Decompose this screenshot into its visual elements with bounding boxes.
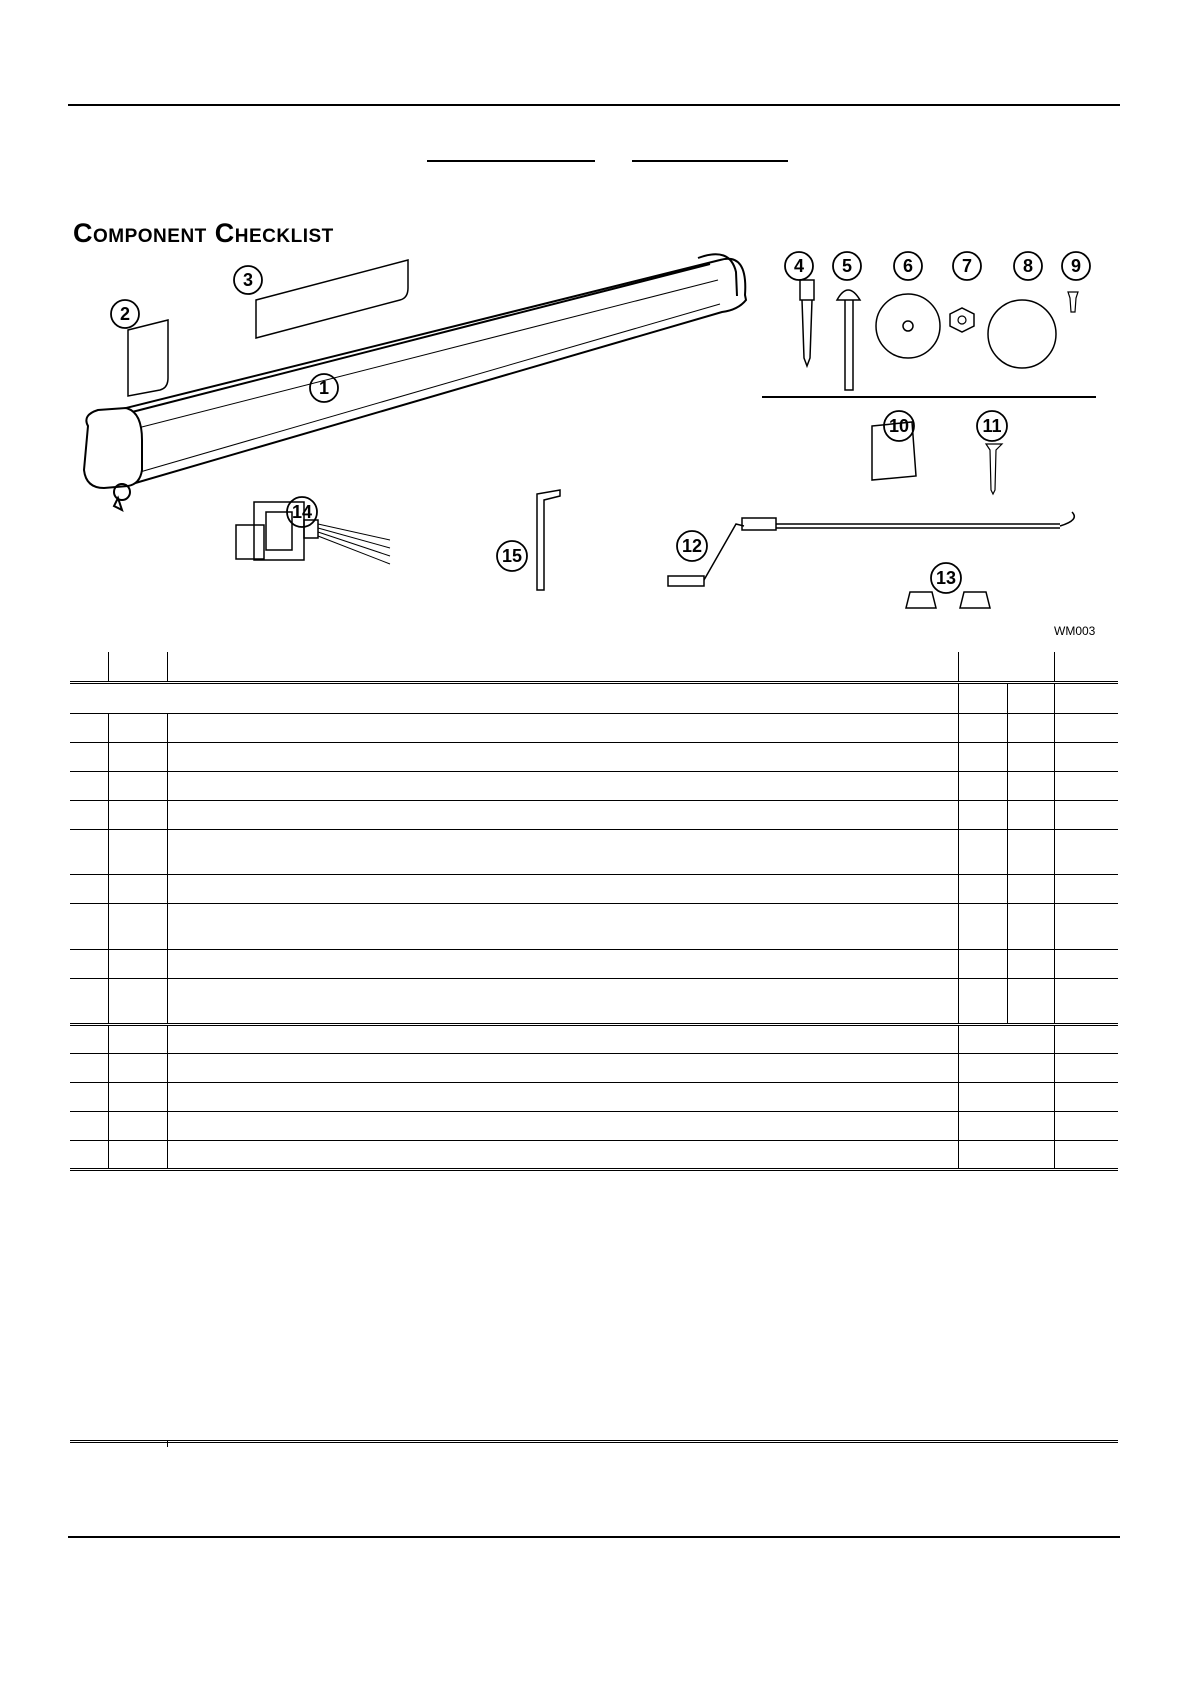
callout-10-label: 10 xyxy=(888,416,910,436)
callout-2-label: 2 xyxy=(119,304,131,324)
bottom-rule xyxy=(68,1536,1120,1538)
bracket-2 xyxy=(128,320,168,396)
rail-3 xyxy=(256,260,408,338)
cord-clip-13b xyxy=(960,592,990,608)
table-row xyxy=(70,1140,1118,1169)
callout-7-label: 7 xyxy=(961,256,973,276)
carriage-bolt-5 xyxy=(837,290,860,390)
callout-5-label: 5 xyxy=(841,256,853,276)
table-row xyxy=(70,771,1118,800)
table-row xyxy=(70,713,1118,742)
nut-7 xyxy=(950,308,974,332)
end-cap-8 xyxy=(988,300,1056,368)
awning-roll xyxy=(84,254,746,510)
title-blank-right xyxy=(632,160,788,162)
top-rule xyxy=(68,104,1120,106)
section-title: Component Checklist xyxy=(73,218,334,248)
callout-4-label: 4 xyxy=(793,256,805,276)
switch-14 xyxy=(236,502,390,564)
table-row xyxy=(70,1053,1118,1082)
table-row xyxy=(70,829,1118,874)
allen-key-15 xyxy=(537,490,560,590)
footnote-divider xyxy=(167,1441,168,1447)
table-row xyxy=(70,978,1118,1024)
title-blank-left xyxy=(427,160,595,162)
small-screw-9 xyxy=(1068,292,1078,312)
callout-9-label: 9 xyxy=(1070,256,1082,276)
table-row xyxy=(70,742,1118,771)
figure-code: WM003 xyxy=(1054,624,1096,638)
table-row xyxy=(70,1111,1118,1140)
callout-12-label: 12 xyxy=(681,536,703,556)
callout-15-label: 15 xyxy=(501,546,523,566)
callout-6-label: 6 xyxy=(902,256,914,276)
crank-12 xyxy=(668,512,1074,586)
callout-11-label: 11 xyxy=(982,416,1002,436)
footnote-rule xyxy=(70,1440,1118,1443)
lag-screw-4 xyxy=(800,280,814,366)
callout-8-label: 8 xyxy=(1022,256,1034,276)
component-table xyxy=(70,652,1118,1171)
cord-clip-13a xyxy=(906,592,936,608)
callout-14-label: 14 xyxy=(291,502,313,522)
table-group-header-row xyxy=(70,682,1118,713)
component-illustration xyxy=(70,240,1120,625)
table-row xyxy=(70,949,1118,978)
table-row xyxy=(70,903,1118,949)
table-row xyxy=(70,874,1118,903)
washer-6 xyxy=(876,294,940,358)
callout-13-label: 13 xyxy=(935,568,957,588)
table-row xyxy=(70,800,1118,829)
screw-11 xyxy=(986,444,1002,494)
table-row xyxy=(70,1024,1118,1053)
callout-1-label: 1 xyxy=(318,378,330,398)
callout-3-label: 3 xyxy=(242,270,254,290)
table-header-row xyxy=(70,652,1118,682)
table-row xyxy=(70,1082,1118,1111)
